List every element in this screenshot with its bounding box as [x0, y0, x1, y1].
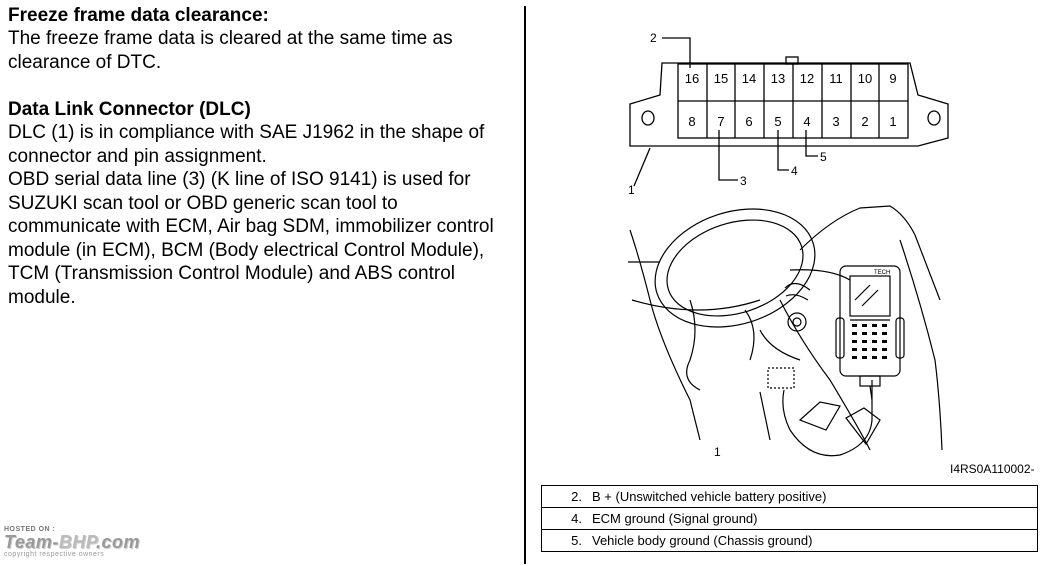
- pin-label: 1: [889, 114, 897, 129]
- pin-label: 16: [684, 71, 700, 86]
- pin-label: 5: [774, 114, 782, 129]
- pin-label: 12: [799, 71, 815, 86]
- table-row: [542, 486, 1038, 508]
- pin-label: 6: [745, 114, 753, 129]
- callout-1-dash: 1: [714, 445, 721, 459]
- dlc-figure: [600, 24, 1040, 484]
- legend-text: ECM ground (Signal ground): [592, 511, 758, 526]
- legend-number: 5.: [571, 533, 582, 548]
- text-column: [8, 4, 513, 309]
- table-row: [542, 530, 1038, 552]
- pin-label: 10: [857, 71, 873, 86]
- legend-cell: [542, 486, 1038, 508]
- callout-1: 1: [628, 183, 635, 197]
- dlc-paragraph-1: DLC (1) is in compliance with SAE J1962 in the shape of connector and pin assignment.: [8, 122, 485, 167]
- legend-text: Vehicle body ground (Chassis ground): [592, 533, 813, 548]
- watermark-hosted: HOSTED ON :: [4, 526, 56, 533]
- scan-tool-label: TECH: [874, 270, 891, 276]
- table-row: [542, 508, 1038, 530]
- dlc-paragraph-2: OBD serial data line (3) (K line of ISO 9141) is used for SUZUKI scan tool or OBD generic scan tool to communicate with ECM, Air bag SDM, immobilizer control module (in ECM), BCM (Body electrical Control Module), TCM (Transmission Control Module) and ABS control module.: [8, 169, 494, 308]
- callout-3: 3: [740, 174, 747, 188]
- freeze-frame-heading: Freeze frame data clearance:: [8, 5, 269, 26]
- legend-cell: [542, 530, 1038, 552]
- figure-id: I4RS0A110002-: [950, 462, 1035, 476]
- pin-label: 3: [832, 114, 840, 129]
- pin-label: 4: [803, 114, 811, 129]
- callout-4: 4: [791, 164, 798, 178]
- legend-number: 4.: [571, 511, 582, 526]
- legend-number: 2.: [571, 489, 582, 504]
- legend-table: [541, 485, 1038, 552]
- scan-tool-keypad: [852, 324, 887, 359]
- watermark-copyright: copyright respective owners: [4, 551, 105, 558]
- callout-5: 5: [820, 150, 827, 164]
- freeze-frame-text: The freeze frame data is cleared at the same time as clearance of DTC.: [8, 28, 453, 73]
- legend-text: B + (Unswitched vehicle battery positive): [592, 489, 827, 504]
- dashboard-illustration: [628, 189, 942, 455]
- pin-label: 15: [713, 71, 729, 86]
- pin-label: 13: [770, 71, 786, 86]
- pin-label: 2: [861, 114, 869, 129]
- watermark-logo: Team-BHP.com: [4, 532, 141, 552]
- pin-label: 7: [717, 114, 725, 129]
- pin-label: 9: [889, 71, 897, 86]
- dlc-heading: Data Link Connector (DLC): [8, 99, 251, 120]
- column-divider: [524, 6, 526, 564]
- dlc-connector-diagram: [630, 38, 948, 186]
- legend-cell: [542, 508, 1038, 530]
- callout-2: 2: [650, 31, 657, 45]
- pin-label: 11: [829, 71, 843, 86]
- pin-label: 14: [741, 71, 757, 86]
- pin-label: 8: [688, 114, 696, 129]
- watermark: [4, 526, 194, 566]
